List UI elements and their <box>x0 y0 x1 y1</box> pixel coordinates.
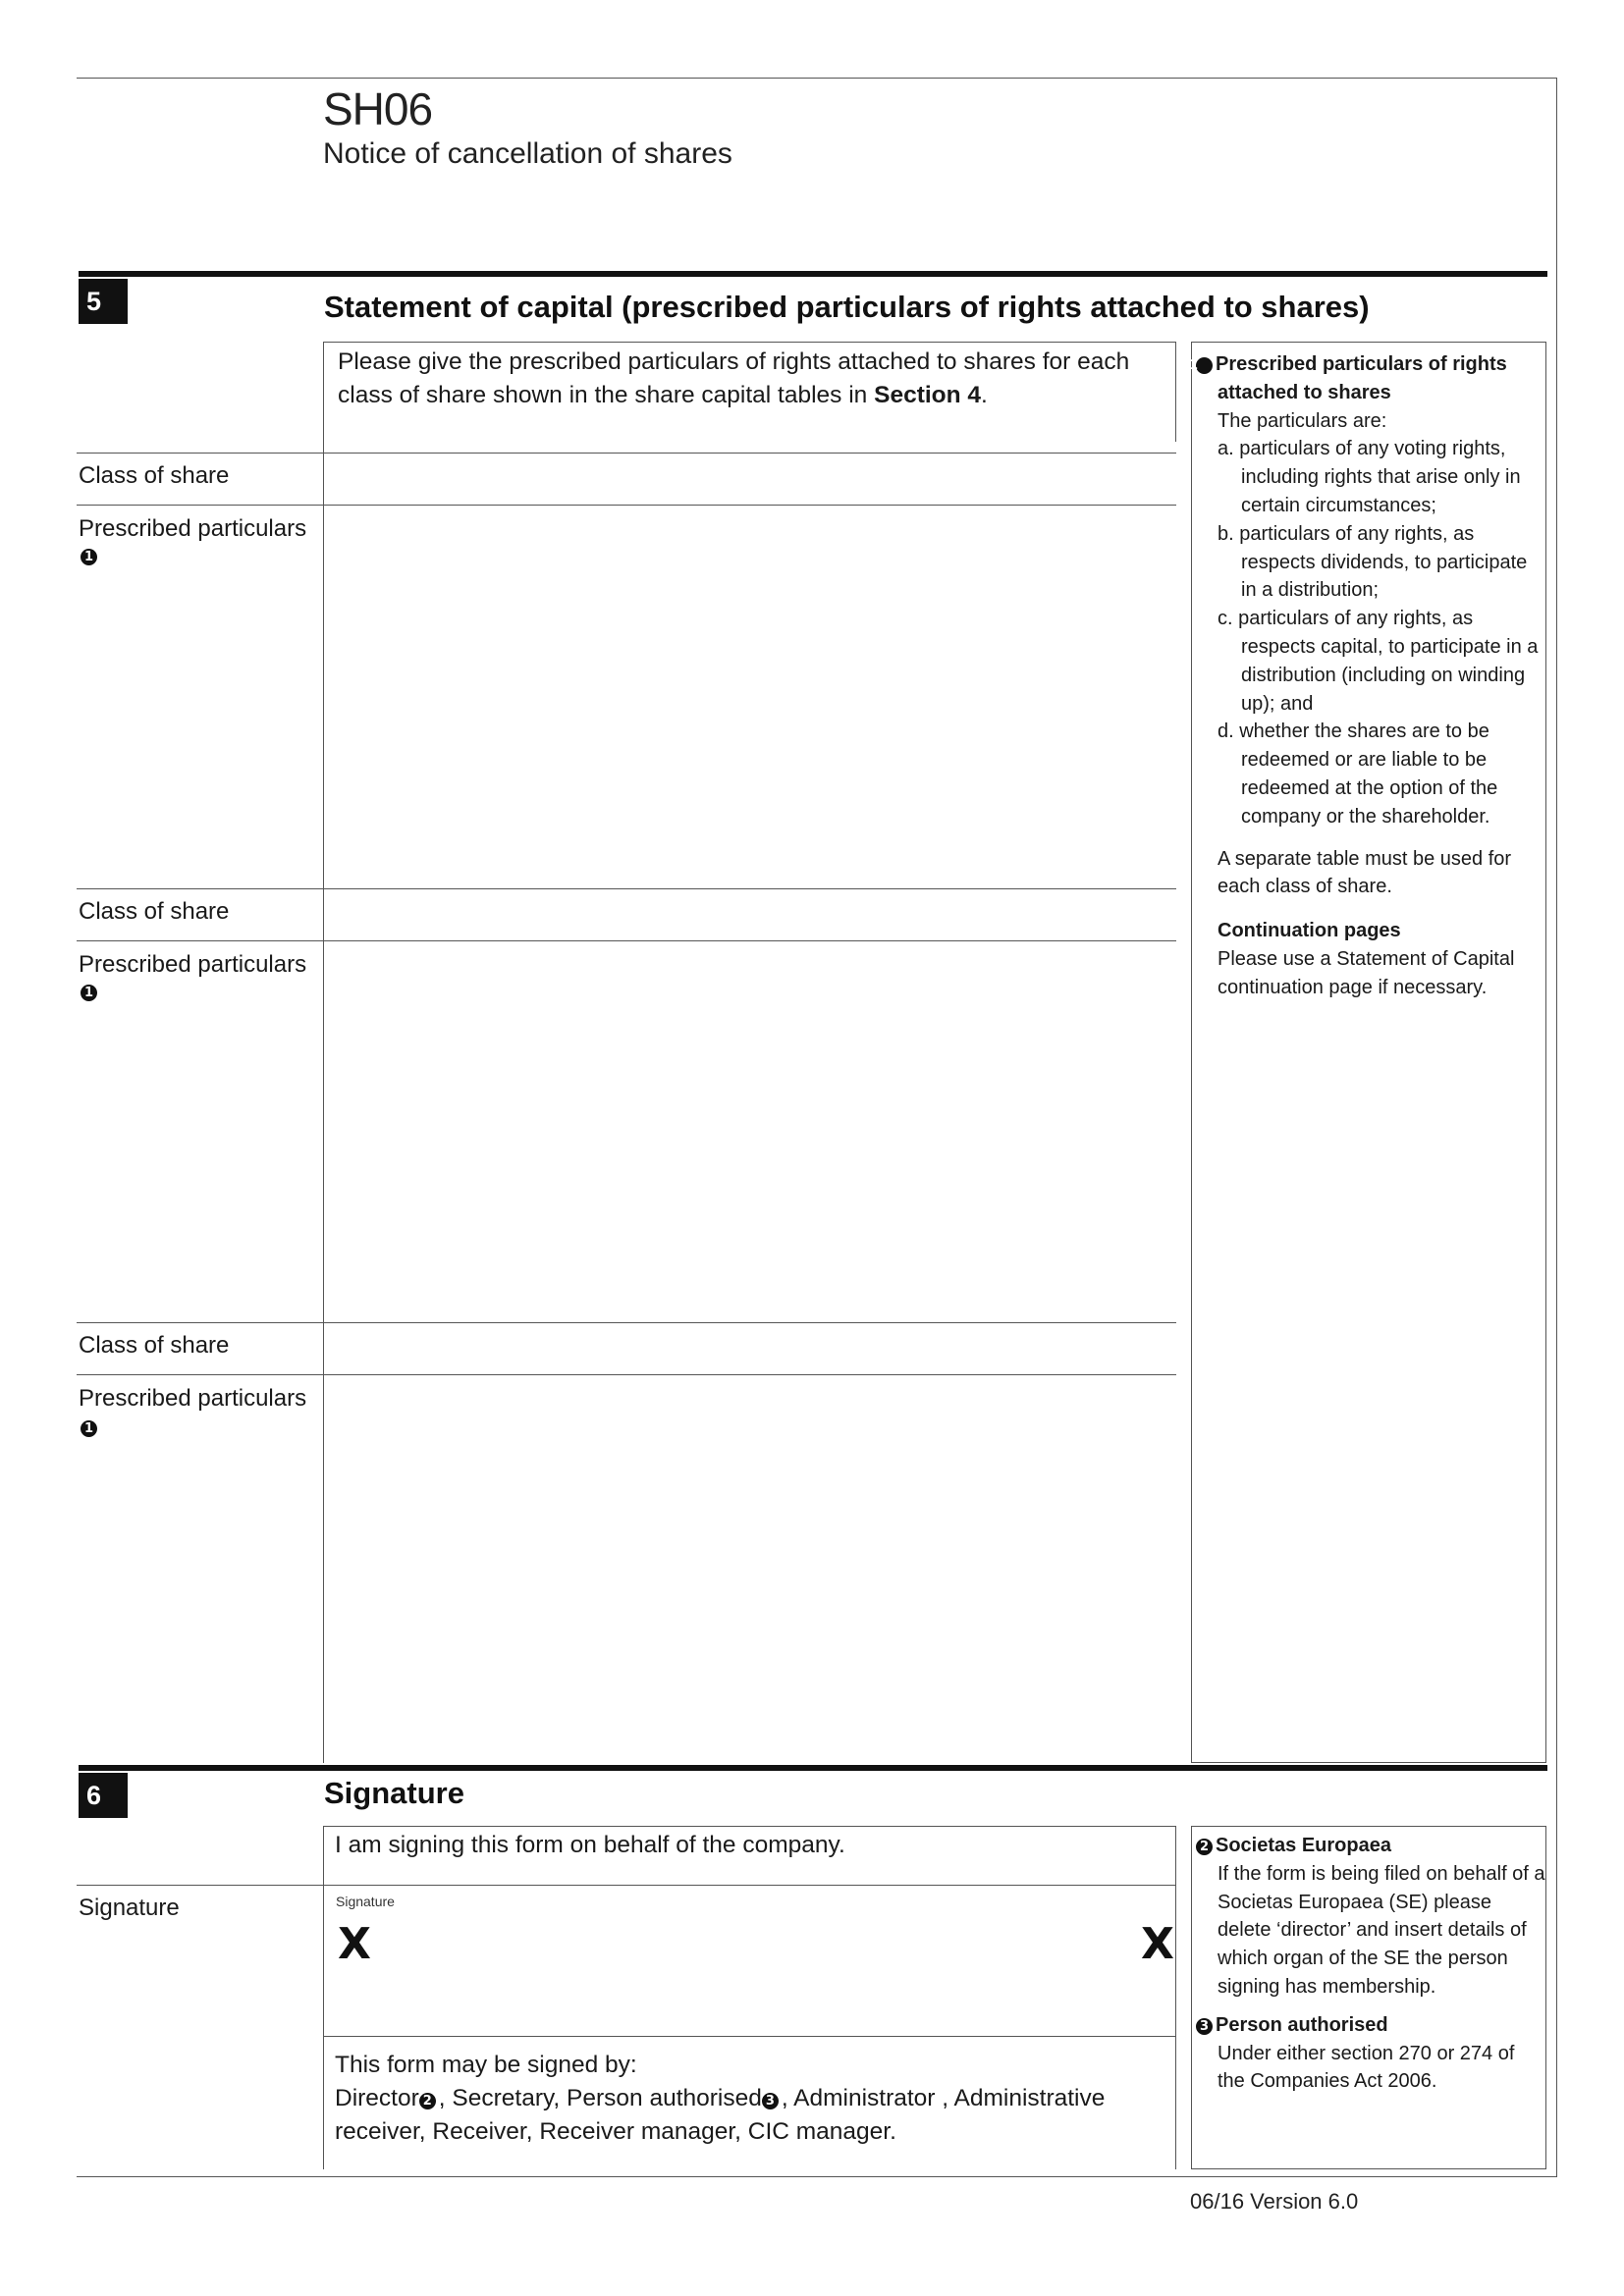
continuation-heading: Continuation pages <box>1218 920 1401 942</box>
class-of-share-input[interactable] <box>324 889 1175 940</box>
section-5-intro: Please give the prescribed particulars of rights attached to shares for each class of share shown in the share capital tables in Section 4. <box>338 348 1130 408</box>
page-top-border <box>77 78 1556 79</box>
signature-start-x-icon: X <box>338 1919 371 1969</box>
person-authorised-heading: 3 Person authorised <box>1196 2011 1545 2040</box>
signing-statement: I am signing this form on behalf of the company. <box>335 1832 845 1858</box>
prescribed-particulars-input[interactable] <box>324 1375 1175 1762</box>
societas-europaea-text: If the form is being filed on behalf of a Societas Europaea (SE) please delete ‘director’ and insert details of which organ of the SE the person signing has membership. <box>1218 1862 1545 1998</box>
prescribed-particulars-note-heading: 1 Prescribed particulars of rights <box>1188 353 1507 375</box>
section-5-sidebar: 1 Prescribed particulars of rights attached to shares The particulars are: a. particulars of any voting rights, including rights that arise only in certain circumstances; b. particulars of any rights, as respects dividends, to participate in a distribution; c. particulars of any rights, as respects capital, to participate in a distribution (including on winding up); and d. whether the shares are to be redeemed or are liable to be redeemed at the option of the company or the shareholder. A separate table must be used for each class of share. Continuation pages Please use a Statement of Capital continuation page if necessary. <box>1196 350 1545 1002</box>
prescribed-particulars-label: Prescribed particulars <box>79 951 307 978</box>
form-title: Notice of cancellation of shares <box>323 137 732 170</box>
section-5-title: Statement of capital (prescribed particulars of rights attached to shares) <box>324 290 1370 324</box>
section-6-title: Signature <box>324 1776 464 1810</box>
section-5-rule <box>79 271 1547 277</box>
note-1-marker: 1 <box>81 549 100 566</box>
person-authorised-text: Under either section 270 or 274 of the Companies Act 2006. <box>1218 2042 1515 2093</box>
note-item: b. particulars of any rights, as respects dividends, to participate in a distribution; <box>1218 522 1528 602</box>
page-bottom-border <box>77 2176 1557 2177</box>
class-of-share-label: Class of share <box>79 1332 230 1359</box>
signed-by-info: This form may be signed by: Director 2 , Secretary, Person authorised 3 , Administrator , Administrative receiver, Receiver, Receiver manager, CIC manager. <box>335 2052 1106 2145</box>
note-3-icon: 3 <box>762 2093 779 2109</box>
signature-caption: Signature <box>336 1894 395 1909</box>
note-1-marker: 1 <box>81 1420 100 1438</box>
note-2-icon: 2 <box>419 2093 436 2109</box>
note-1-marker: 1 <box>81 985 100 1002</box>
version-footer: 06/16 Version 6.0 <box>1190 2189 1359 2214</box>
signature-end-x-icon: X <box>1141 1919 1174 1969</box>
section-6-number: 6 <box>79 1773 128 1818</box>
prescribed-particulars-input[interactable] <box>324 941 1175 1322</box>
note-2-icon: 2 <box>1196 1839 1213 1855</box>
note-item: d. whether the shares are to be redeemed or are liable to be redeemed at the option of the company or the shareholder. <box>1218 721 1498 828</box>
note-3-icon: 3 <box>1196 2018 1213 2035</box>
class-of-share-input[interactable] <box>324 454 1175 505</box>
prescribed-particulars-input[interactable] <box>324 506 1175 888</box>
prescribed-particulars-label: Prescribed particulars <box>79 1385 307 1412</box>
note-item: c. particulars of any rights, as respects capital, to participate in a distribution (including on winding up); and <box>1218 608 1539 715</box>
note-1-icon: 1 <box>1196 357 1213 374</box>
signature-label: Signature <box>79 1895 180 1921</box>
class-of-share-input[interactable] <box>324 1323 1175 1374</box>
section-6-sidebar <box>1196 1832 1545 2096</box>
signature-field[interactable] <box>324 1886 1175 2036</box>
societas-europaea-heading: 2 Societas Europaea <box>1196 1832 1545 1860</box>
prescribed-particulars-label: Prescribed particulars <box>79 515 307 542</box>
form-code: SH06 <box>323 83 433 134</box>
section-6-rule <box>79 1765 1547 1771</box>
class-of-share-label: Class of share <box>79 898 230 925</box>
note-item: a. particulars of any voting rights, including rights that arise only in certain circumstances; <box>1218 438 1521 516</box>
class-of-share-label: Class of share <box>79 462 230 489</box>
section-5-number: 5 <box>79 279 128 324</box>
page-right-border <box>1556 78 1557 2177</box>
